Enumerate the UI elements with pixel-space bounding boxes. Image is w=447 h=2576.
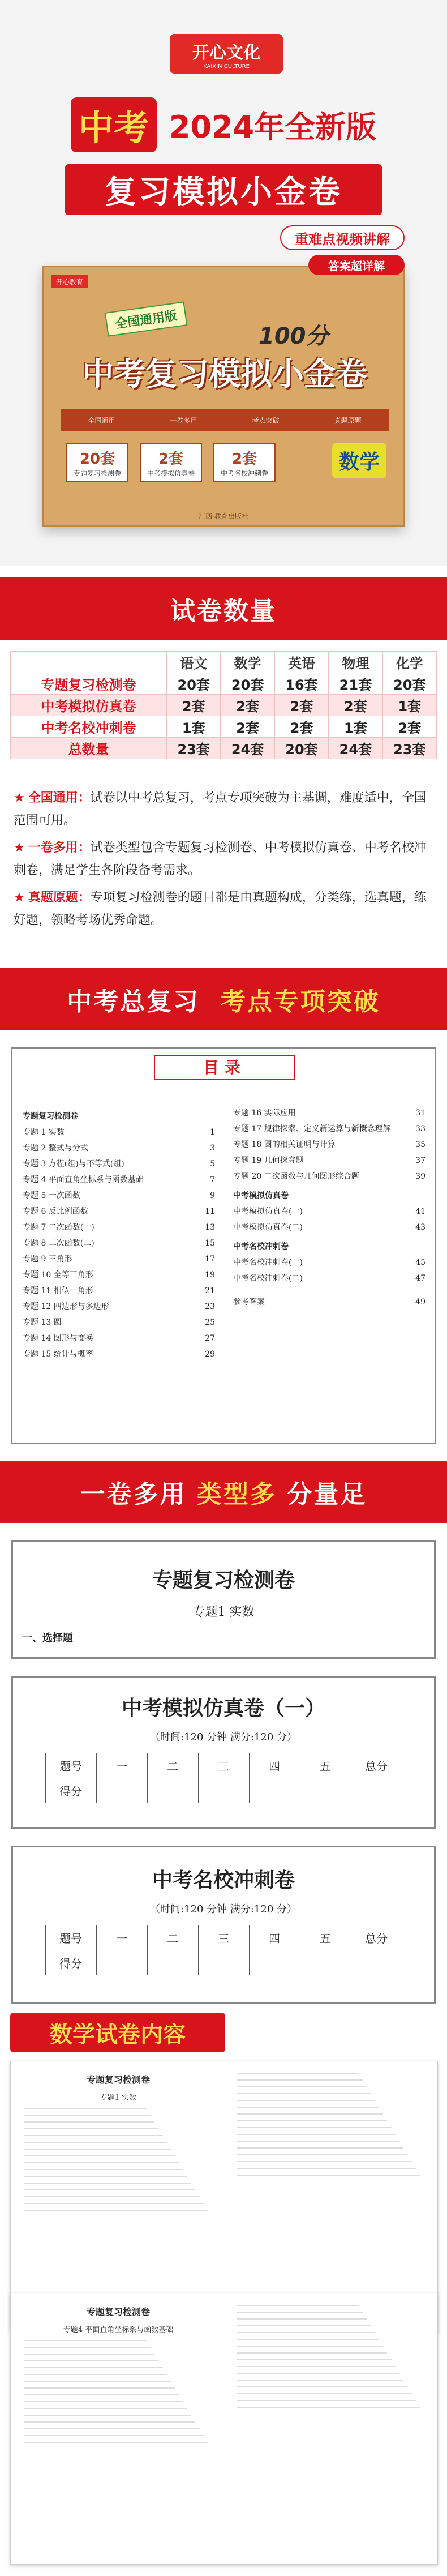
toc-entry-page: 37 bbox=[415, 1156, 425, 1165]
brand-logo bbox=[170, 34, 283, 74]
text-line bbox=[24, 2108, 147, 2109]
score-header-cell: 五 bbox=[300, 1753, 351, 1778]
table-header-row bbox=[11, 652, 437, 673]
feature-text: 专项复习检测卷的题目都是由真题构成，分类练，选真题，练好题，领略考场优秀命题。 bbox=[14, 891, 427, 927]
score-cell bbox=[351, 1778, 402, 1803]
book-feature-bar bbox=[61, 409, 389, 431]
toc-entry[interactable] bbox=[233, 1255, 425, 1270]
page-text-lines bbox=[16, 2340, 220, 2443]
text-line bbox=[237, 2086, 367, 2087]
table-cell: 2套 bbox=[274, 695, 328, 716]
table-cell: 1套 bbox=[167, 716, 221, 738]
chip-num: 2套 bbox=[231, 451, 257, 468]
toc-entry-page: 23 bbox=[205, 1302, 215, 1311]
toc-entry-label: 专题 14 图形与变换 bbox=[23, 1334, 93, 1343]
toc-entry[interactable] bbox=[23, 1267, 215, 1283]
toc-entry[interactable] bbox=[23, 1156, 215, 1172]
table-cell: 2套 bbox=[167, 695, 221, 716]
sample-page-1 bbox=[10, 2061, 438, 2333]
page-subheader: 专题4 平面直角坐标系与函数基础 bbox=[63, 2326, 174, 2334]
page-header: 专题复习检测卷 bbox=[86, 2307, 150, 2317]
book-feature: 全国通用 bbox=[88, 416, 115, 425]
toc-entry-label: 专题 10 全等三角形 bbox=[23, 1270, 93, 1280]
score-table bbox=[45, 1753, 402, 1803]
book-feature: 考点突破 bbox=[252, 416, 280, 425]
score-header-cell: 一 bbox=[96, 1753, 147, 1778]
score-header-cell: 三 bbox=[198, 1753, 249, 1778]
page-right-column bbox=[229, 2067, 432, 2326]
text-line bbox=[24, 2135, 163, 2136]
text-line bbox=[24, 2421, 195, 2423]
chip-num: 20套 bbox=[79, 451, 115, 468]
page-text-lines bbox=[229, 2073, 432, 2176]
toc-entry-label: 专题 9 三角形 bbox=[23, 1255, 72, 1264]
table-cell: 中考名校冲刺卷 bbox=[11, 716, 167, 738]
section-review-banner bbox=[0, 968, 447, 1030]
toc-entry-page: 21 bbox=[205, 1286, 215, 1295]
score-header-cell: 五 bbox=[300, 1925, 351, 1950]
score-cell bbox=[198, 1778, 249, 1803]
card-meta: （时间:120 分钟 满分:120 分） bbox=[149, 1731, 297, 1743]
sample-card-review bbox=[11, 1540, 436, 1659]
text-line bbox=[24, 2408, 187, 2409]
toc-entry-page: 39 bbox=[415, 1172, 425, 1181]
toc-entry-label: 专题 15 统计与概率 bbox=[23, 1350, 93, 1359]
table-cell: 2套 bbox=[382, 716, 436, 738]
section-title-b: 类型多 bbox=[197, 1480, 277, 1509]
toc-right-column bbox=[233, 1105, 425, 1310]
book-feature: 真题原题 bbox=[334, 416, 362, 425]
table-cell: 专题复习检测卷 bbox=[11, 673, 167, 695]
table-header-cell: 物理 bbox=[329, 652, 382, 673]
toc-entry-label: 中考模拟仿真卷(二) bbox=[233, 1223, 303, 1232]
text-line bbox=[24, 2162, 179, 2163]
toc-entry-label: 专题 4 平面直角坐标系与函数基础 bbox=[23, 1175, 144, 1184]
chip-label: 中考名校冲刺卷 bbox=[220, 469, 268, 477]
chip-num: 2套 bbox=[158, 451, 184, 468]
toc-entry[interactable] bbox=[23, 1283, 215, 1299]
toc-entry-page: 25 bbox=[205, 1318, 215, 1327]
table-cell: 21套 bbox=[329, 673, 382, 695]
table-header-cell: 语文 bbox=[167, 652, 221, 673]
toc-entry-label: 专题 20 二次函数与几何图形综合题 bbox=[233, 1172, 359, 1181]
text-line bbox=[24, 2354, 154, 2355]
toc-entry-page: 1 bbox=[210, 1128, 215, 1137]
toc-entry[interactable] bbox=[23, 1204, 215, 1219]
page-left-column bbox=[16, 2299, 220, 2558]
toc-entry-label: 专题 16 实际应用 bbox=[233, 1109, 296, 1118]
text-line bbox=[24, 2142, 167, 2143]
video-badge: 重难点视频讲解 bbox=[280, 225, 405, 250]
toc-entry-label: 专题 18 圆的相关证明与计算 bbox=[233, 1140, 336, 1149]
score-cell: 得分 bbox=[45, 1950, 96, 1975]
text-line bbox=[237, 2332, 375, 2333]
feature-text: 试卷以中考总复习，考点专项突破为主基调，难度适中，全国范围可用。 bbox=[14, 791, 427, 828]
toc-left-column bbox=[23, 1105, 215, 1362]
toc-entry[interactable] bbox=[233, 1121, 425, 1137]
toc-entry[interactable] bbox=[23, 1299, 215, 1315]
toc-entry-label: 中考名校冲刺卷(一) bbox=[233, 1258, 303, 1267]
toc-entry-label: 专题 8 二次函数(二) bbox=[23, 1239, 94, 1248]
feature-item bbox=[14, 887, 433, 932]
toc-entry-page: 27 bbox=[205, 1334, 215, 1343]
feature-item bbox=[14, 787, 433, 832]
toc-entry[interactable] bbox=[233, 1270, 425, 1286]
section-title-c: 分量足 bbox=[287, 1480, 367, 1509]
text-line bbox=[24, 2401, 183, 2402]
table-cell: 1套 bbox=[329, 716, 382, 738]
text-line bbox=[237, 2325, 371, 2326]
section-title: 试卷数量 bbox=[170, 597, 277, 626]
toc-entry-page: 11 bbox=[205, 1207, 215, 1216]
toc-entry-page: 13 bbox=[205, 1223, 215, 1232]
text-line bbox=[237, 2079, 363, 2081]
section-quantity-banner bbox=[0, 577, 447, 640]
toc-entry-page: 5 bbox=[210, 1159, 215, 1169]
book-title: 中考复习模拟小金卷 bbox=[82, 356, 367, 393]
toc-entry-label: 中考模拟仿真卷(一) bbox=[233, 1207, 303, 1216]
text-line bbox=[237, 2113, 383, 2115]
book-chip bbox=[66, 443, 128, 482]
text-line bbox=[237, 2141, 399, 2142]
text-line bbox=[24, 2128, 159, 2129]
score-table bbox=[45, 1925, 402, 1975]
feature-item bbox=[14, 837, 433, 882]
text-line bbox=[237, 2359, 392, 2360]
score-cell bbox=[147, 1778, 198, 1803]
feature-key: 全国通用： bbox=[28, 791, 91, 805]
text-line bbox=[237, 2366, 396, 2367]
text-line bbox=[24, 2196, 200, 2197]
text-line bbox=[237, 2346, 383, 2347]
toc-entry[interactable] bbox=[23, 1219, 215, 1235]
score-header-cell: 总分 bbox=[351, 1925, 402, 1950]
publisher: 江西·教育出版社 bbox=[199, 512, 248, 520]
text-line bbox=[237, 2312, 363, 2313]
toc-entry-label: 参考答案 bbox=[233, 1298, 265, 1307]
score-header-cell: 四 bbox=[249, 1753, 300, 1778]
card-title: 中考模拟仿真卷（一） bbox=[121, 1696, 325, 1720]
toc-entry-label: 中考名校冲刺卷(二) bbox=[233, 1274, 303, 1283]
book-series: 全国通用版 bbox=[105, 301, 188, 336]
score-header-cell: 总分 bbox=[351, 1753, 402, 1778]
star-icon: ★ bbox=[14, 891, 25, 905]
table-cell: 20套 bbox=[382, 673, 436, 695]
text-line bbox=[237, 2386, 407, 2387]
table-cell: 20套 bbox=[221, 673, 274, 695]
toc-entry[interactable] bbox=[23, 1315, 215, 1330]
table-cell: 23套 bbox=[382, 738, 436, 759]
page-right-column bbox=[229, 2299, 432, 2558]
sample-card-mock bbox=[11, 1676, 436, 1829]
toc-title: 目录 bbox=[154, 1055, 295, 1080]
toc-entry-page: 9 bbox=[210, 1191, 215, 1200]
section-title-a: 中考总复习 bbox=[67, 987, 200, 1016]
table-cell: 总数量 bbox=[11, 738, 167, 759]
book-cover bbox=[42, 266, 405, 527]
toc-entry-label: 专题 2 整式与分式 bbox=[23, 1144, 88, 1153]
text-line bbox=[237, 2407, 420, 2408]
text-line bbox=[237, 2161, 412, 2162]
score-cell bbox=[198, 1950, 249, 1975]
page-text-lines bbox=[229, 2305, 432, 2408]
score-cell: 得分 bbox=[45, 1778, 96, 1803]
table-cell: 16套 bbox=[274, 673, 328, 695]
score-header-cell: 一 bbox=[96, 1925, 147, 1950]
toc-entry-page: 45 bbox=[415, 1258, 425, 1267]
page-text-lines bbox=[16, 2108, 220, 2211]
table-row bbox=[11, 673, 437, 695]
toc-entry[interactable] bbox=[23, 1188, 215, 1204]
toc-entry-page: 17 bbox=[205, 1255, 215, 1264]
toc-entry[interactable] bbox=[233, 1294, 425, 1310]
table-header-cell: 英语 bbox=[274, 652, 328, 673]
book-brand: 开心教育 bbox=[51, 275, 88, 288]
toc-entry[interactable] bbox=[23, 1172, 215, 1188]
toc-entry-page: 29 bbox=[205, 1350, 215, 1359]
text-line bbox=[237, 2339, 379, 2340]
table-header-cell bbox=[11, 652, 167, 673]
score-cell bbox=[300, 1778, 351, 1803]
feature-key: 真题原题： bbox=[28, 891, 91, 905]
table-cell: 2套 bbox=[221, 695, 274, 716]
table-cell: 20套 bbox=[274, 738, 328, 759]
table-cell: 2套 bbox=[274, 716, 328, 738]
score-header-cell: 题号 bbox=[45, 1753, 96, 1778]
text-line bbox=[24, 2347, 151, 2348]
text-line bbox=[237, 2147, 403, 2149]
chip-label: 中考模拟仿真卷 bbox=[147, 469, 195, 477]
table-cell: 中考模拟仿真卷 bbox=[11, 695, 167, 716]
text-line bbox=[24, 2210, 208, 2211]
toc-entry-page: 33 bbox=[415, 1124, 425, 1133]
sample-page-2 bbox=[10, 2293, 438, 2565]
toc-entry-label: 专题 12 四边形与多边形 bbox=[23, 1302, 109, 1311]
score-cell bbox=[96, 1950, 147, 1975]
table-header-cell: 化学 bbox=[382, 652, 436, 673]
book-feature: 一卷多用 bbox=[170, 416, 197, 425]
star-icon: ★ bbox=[14, 841, 25, 855]
toc-entry-label: 专题 5 一次函数 bbox=[23, 1191, 80, 1200]
text-line bbox=[237, 2380, 403, 2381]
table-header-cell: 数学 bbox=[221, 652, 274, 673]
score-header-cell: 二 bbox=[147, 1753, 198, 1778]
toc-entry[interactable] bbox=[233, 1153, 425, 1169]
zhongkao-badge: 中考 bbox=[71, 97, 157, 152]
text-line bbox=[24, 2189, 195, 2190]
answer-badge: 答案超详解 bbox=[308, 255, 405, 275]
toc-entry-page: 3 bbox=[210, 1144, 215, 1153]
toc-entry[interactable] bbox=[233, 1105, 425, 1121]
text-line bbox=[237, 2107, 379, 2108]
card-meta: （时间:120 分钟 满分:120 分） bbox=[149, 1903, 297, 1915]
sample-card-sprint bbox=[11, 1846, 436, 2004]
text-line bbox=[24, 2155, 175, 2156]
hundred-mark: 100分 bbox=[259, 323, 329, 349]
score-header-cell: 二 bbox=[147, 1925, 198, 1950]
text-line bbox=[24, 2121, 154, 2123]
toc-entry[interactable] bbox=[23, 1124, 215, 1140]
logo-subtext: KAIXIN CULTURE bbox=[203, 63, 250, 70]
text-line bbox=[24, 2115, 151, 2116]
toc-entry-page: 31 bbox=[415, 1109, 425, 1118]
text-line bbox=[24, 2149, 171, 2150]
text-line bbox=[24, 2442, 208, 2443]
table-cell: 24套 bbox=[221, 738, 274, 759]
star-icon: ★ bbox=[14, 791, 25, 805]
text-line bbox=[237, 2093, 371, 2094]
score-header-cell: 三 bbox=[198, 1925, 249, 1950]
text-line bbox=[237, 2134, 396, 2135]
quantity-table bbox=[10, 651, 437, 759]
text-line bbox=[24, 2435, 204, 2436]
page-left-column bbox=[16, 2067, 220, 2326]
score-cell bbox=[351, 1950, 402, 1975]
table-cell: 1套 bbox=[382, 695, 436, 716]
text-line bbox=[237, 2073, 359, 2074]
text-line bbox=[24, 2367, 163, 2368]
text-line bbox=[237, 2393, 412, 2394]
toc-entry-page: 15 bbox=[205, 1239, 215, 1248]
main-title: 复习模拟小金卷 bbox=[65, 164, 382, 215]
text-line bbox=[237, 2127, 392, 2128]
subject-badge: 数学 bbox=[332, 443, 386, 478]
text-line bbox=[24, 2176, 187, 2177]
text-line bbox=[237, 2168, 416, 2169]
card-part: 一、选择题 bbox=[22, 1632, 73, 1644]
section-title-a: 一卷多用 bbox=[80, 1480, 187, 1509]
page-header: 专题复习检测卷 bbox=[86, 2074, 150, 2085]
toc-entry-label: 专题 1 实数 bbox=[23, 1128, 65, 1137]
text-line bbox=[24, 2394, 179, 2395]
toc-entry[interactable] bbox=[233, 1219, 425, 1235]
text-line bbox=[237, 2154, 407, 2155]
score-cell bbox=[147, 1950, 198, 1975]
toc-entry-label: 专题 11 相似三角形 bbox=[23, 1286, 93, 1295]
table-row bbox=[11, 738, 437, 759]
headline-row bbox=[45, 93, 402, 156]
toc-entry-label: 专题 13 圆 bbox=[23, 1318, 62, 1327]
toc-entry[interactable] bbox=[233, 1169, 425, 1184]
logo-text: 开心文化 bbox=[192, 42, 260, 63]
table-cell: 2套 bbox=[329, 695, 382, 716]
section-title-b: 考点专项突破 bbox=[220, 987, 380, 1016]
text-line bbox=[237, 2400, 416, 2401]
toc-entry[interactable] bbox=[233, 1137, 425, 1153]
toc-heading: 中考名校冲刺卷 bbox=[233, 1242, 289, 1251]
toc-entry[interactable] bbox=[23, 1235, 215, 1251]
toc-entry-label: 49 bbox=[415, 1298, 425, 1307]
table-cell: 20套 bbox=[167, 673, 221, 695]
toc-entry[interactable] bbox=[23, 1140, 215, 1156]
page-subheader: 专题1 实数 bbox=[100, 2094, 137, 2102]
card-subtitle: 专题1 实数 bbox=[192, 1605, 255, 1619]
text-line bbox=[237, 2100, 375, 2101]
text-line bbox=[24, 2387, 175, 2389]
toc-entry-page: 47 bbox=[415, 1274, 425, 1283]
toc-entry-page: 41 bbox=[415, 1207, 425, 1216]
text-line bbox=[237, 2373, 399, 2374]
text-line bbox=[237, 2305, 359, 2306]
table-row bbox=[11, 716, 437, 738]
section-content-title: 数学试卷内容 bbox=[10, 2013, 225, 2052]
book-chip bbox=[213, 443, 276, 482]
toc-entry-label: 专题 6 反比例函数 bbox=[23, 1207, 88, 1216]
score-cell bbox=[249, 1950, 300, 1975]
text-line bbox=[24, 2374, 167, 2375]
text-line bbox=[24, 2428, 200, 2429]
feature-key: 一卷多用： bbox=[28, 841, 91, 855]
card-title: 中考名校冲刺卷 bbox=[152, 1868, 295, 1892]
feature-text: 试卷类型包含专题复习检测卷、中考模拟仿真卷、中考名校冲刺卷，满足学生各阶段备考需求。 bbox=[14, 841, 427, 878]
toc-entry-label: 专题 19 几何探究题 bbox=[233, 1156, 304, 1165]
text-line bbox=[237, 2318, 367, 2320]
edition-text: 2024年全新版 bbox=[169, 109, 377, 145]
toc-entry-page: 35 bbox=[415, 1140, 425, 1149]
table-cell: 24套 bbox=[329, 738, 382, 759]
card-title: 专题复习检测卷 bbox=[152, 1568, 295, 1592]
score-cell bbox=[249, 1778, 300, 1803]
text-line bbox=[24, 2415, 191, 2416]
toc-heading: 专题复习检测卷 bbox=[23, 1112, 78, 1121]
text-line bbox=[24, 2183, 191, 2184]
toc-entry[interactable] bbox=[23, 1251, 215, 1267]
text-line bbox=[24, 2169, 183, 2170]
toc-entry[interactable] bbox=[233, 1204, 425, 1219]
toc-entry-page: 7 bbox=[210, 1175, 215, 1184]
toc-entry-label: 专题 17 规律探索、定义新运算与新概念理解 bbox=[233, 1124, 391, 1133]
chip-label: 专题复习检测卷 bbox=[73, 469, 121, 477]
toc-entry-label: 专题 3 方程(组)与不等式(组) bbox=[23, 1159, 124, 1169]
table-row bbox=[11, 695, 437, 716]
book-chip bbox=[140, 443, 202, 482]
toc-heading: 中考模拟仿真卷 bbox=[233, 1191, 289, 1200]
score-header-cell: 四 bbox=[249, 1925, 300, 1950]
text-line bbox=[24, 2340, 147, 2341]
text-line bbox=[237, 2352, 387, 2354]
score-cell bbox=[96, 1778, 147, 1803]
text-line bbox=[24, 2203, 204, 2204]
text-line bbox=[237, 2120, 387, 2121]
toc-entry[interactable] bbox=[23, 1330, 215, 1346]
score-cell bbox=[300, 1950, 351, 1975]
toc-entry[interactable] bbox=[23, 1346, 215, 1362]
text-line bbox=[24, 2381, 171, 2382]
feature-list bbox=[14, 787, 433, 936]
table-cell: 2套 bbox=[221, 716, 274, 738]
section-types-banner bbox=[0, 1461, 447, 1523]
toc-card bbox=[11, 1047, 436, 1444]
table-cell: 23套 bbox=[167, 738, 221, 759]
toc-entry-page: 43 bbox=[415, 1223, 425, 1232]
toc-entry-label: 专题 7 二次函数(一) bbox=[23, 1223, 94, 1232]
text-line bbox=[237, 2175, 420, 2176]
toc-entry-page: 19 bbox=[205, 1270, 215, 1280]
score-header-cell: 题号 bbox=[45, 1925, 96, 1950]
text-line bbox=[24, 2360, 159, 2361]
